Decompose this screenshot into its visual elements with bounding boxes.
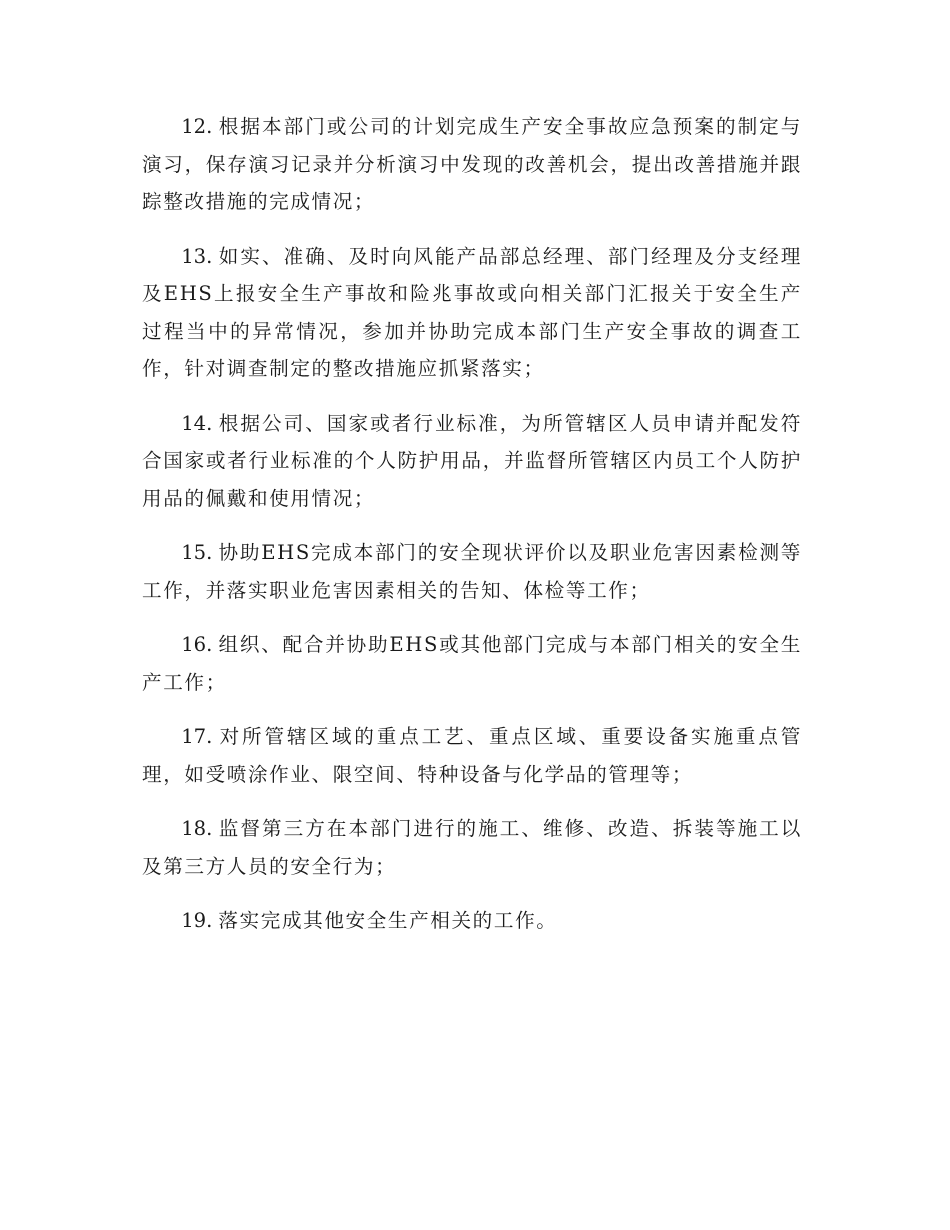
item-number: 12.	[181, 115, 213, 138]
item-text: 根据本部门或公司的计划完成生产安全事故应急预案的制定与演习，保存演习记录并分析演习中发现的改善机会，提出改善措施并跟踪整改措施的完成情况；	[142, 115, 802, 213]
item-text: 落实完成其他安全生产相关的工作。	[218, 909, 558, 932]
list-item-13	[142, 238, 802, 388]
item-number: 15.	[181, 541, 213, 564]
list-item-12	[142, 108, 802, 221]
item-text: 对所管辖区域的重点工艺、重点区域、重要设备实施重点管理，如受喷涂作业、限空间、特种设备与化学品的管理等；	[142, 725, 802, 786]
item-number: 18.	[181, 817, 213, 840]
item-text: 协助EHS完成本部门的安全现状评价以及职业危害因素检测等工作，并落实职业危害因素相关的告知、体检等工作；	[142, 541, 802, 602]
item-text: 如实、准确、及时向风能产品部总经理、部门经理及分支经理及EHS上报安全生产事故和险兆事故或向相关部门汇报关于安全生产过程当中的异常情况，参加并协助完成本部门生产安全事故的调查工作，针对调查制定的整改措施应抓紧落实；	[142, 244, 802, 380]
list-item-15	[142, 534, 802, 609]
list-item-17	[142, 718, 802, 793]
document-body	[142, 108, 802, 957]
item-number: 14.	[181, 411, 213, 435]
item-text: 监督第三方在本部门进行的施工、维修、改造、拆装等施工以及第三方人员的安全行为；	[142, 817, 802, 878]
item-number: 19.	[181, 909, 213, 932]
list-item-19	[142, 902, 802, 940]
list-item-14	[142, 405, 802, 518]
item-number: 16.	[181, 633, 213, 656]
item-number: 13.	[181, 244, 213, 268]
item-text: 组织、配合并协助EHS或其他部门完成与本部门相关的安全生产工作；	[142, 633, 802, 694]
item-text: 根据公司、国家或者行业标准，为所管辖区人员申请并配发符合国家或者行业标准的个人防护用品，并监督所管辖区内员工个人防护用品的佩戴和使用情况；	[142, 411, 802, 510]
item-number: 17.	[181, 725, 213, 748]
list-item-16	[142, 626, 802, 701]
list-item-18	[142, 810, 802, 885]
